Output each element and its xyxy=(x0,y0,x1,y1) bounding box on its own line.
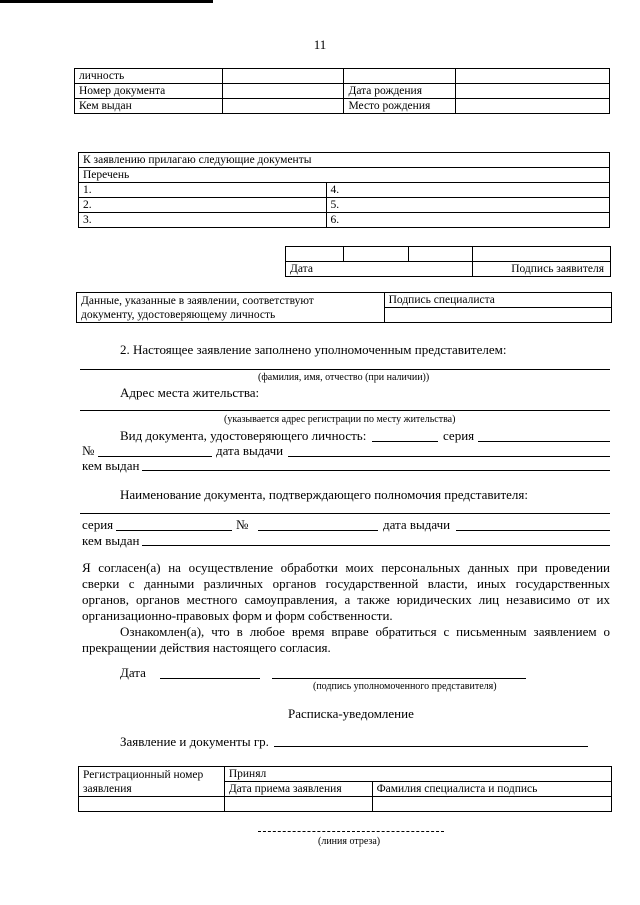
birth-date-label-cell xyxy=(344,84,456,99)
document-item-cell[interactable] xyxy=(79,198,327,213)
documents-list-label-cell xyxy=(79,168,610,183)
date-signature-top-row xyxy=(286,247,611,262)
accept-date-label: Дата приема заявления xyxy=(228,783,342,795)
consent-date-label: Дата xyxy=(120,665,146,680)
reg-number-value-cell[interactable] xyxy=(79,797,225,812)
date-part-cell[interactable] xyxy=(343,247,409,262)
series2-field[interactable] xyxy=(116,530,232,531)
series-label: серия xyxy=(443,428,475,443)
document-item-cell[interactable] xyxy=(326,183,609,198)
representative-signature-hint: (подпись уполномоченного представителя) xyxy=(313,681,497,692)
authority-document-label: Наименование документа, подтверждающего полномочия представителя: xyxy=(120,487,528,502)
document-item-number: 3. xyxy=(83,214,92,226)
issue-date2-field[interactable] xyxy=(456,530,610,531)
reg-number-header-cell xyxy=(79,767,225,782)
documents-item-row xyxy=(79,183,610,198)
document-item-number: 1. xyxy=(83,184,92,196)
issued-by2-label: кем выдан xyxy=(82,533,140,548)
identity-label-cell xyxy=(75,69,223,84)
receipt-table xyxy=(78,766,612,812)
birth-place-label: Место рождения xyxy=(348,100,431,112)
birth-date-value-cell[interactable] xyxy=(456,84,610,99)
issued-by-label: кем выдан xyxy=(82,458,140,473)
reg-number-label-line2: заявления xyxy=(83,783,132,795)
birth-date-label: Дата рождения xyxy=(348,85,422,97)
address-hint: (указывается адрес регистрации по месту жительства) xyxy=(224,414,456,425)
number2-label: № xyxy=(236,517,249,532)
identity-label: личность xyxy=(79,70,125,82)
doc-number-value-cell[interactable] xyxy=(222,84,344,99)
consent-date-field[interactable] xyxy=(160,678,260,679)
documents-table xyxy=(78,152,610,228)
doc-number-label-cell xyxy=(75,84,223,99)
birth-place-label-cell xyxy=(344,99,456,114)
acknowledgement-line: Ознакомлен(а), что в любое время вправе обратиться с письменным заявлением о xyxy=(120,624,610,639)
specialist-name-value-cell[interactable] xyxy=(372,797,611,812)
address-field[interactable] xyxy=(80,410,610,411)
representative-signature-field[interactable] xyxy=(272,678,526,679)
date-signature-table xyxy=(285,246,611,277)
specialist-table xyxy=(76,292,612,323)
consent-line: Я согласен(а) на осуществление обработки моих персональных данных при проведении xyxy=(82,560,610,575)
identity-row xyxy=(75,69,610,84)
identity-table xyxy=(74,68,610,114)
documents-header-row xyxy=(79,153,610,168)
number-label: № xyxy=(82,443,95,458)
doc-number-row xyxy=(75,84,610,99)
accepted-label: Принял xyxy=(228,768,267,780)
document-item-cell[interactable] xyxy=(326,198,609,213)
issued-by2-field[interactable] xyxy=(142,545,610,546)
identity-extra-value-cell[interactable] xyxy=(456,69,610,84)
series-field[interactable] xyxy=(478,441,610,442)
identity-value-cell[interactable] xyxy=(222,69,344,84)
top-rule xyxy=(0,0,213,3)
document-item-number: 6. xyxy=(330,214,340,226)
consent-line: сверки с данными различных органов государственной власти, иных государственных xyxy=(82,576,610,591)
cut-line-label: (линия отреза) xyxy=(318,836,381,847)
specialist-row xyxy=(77,293,612,308)
accept-date-header-cell xyxy=(224,782,372,797)
issued-by-label: Кем выдан xyxy=(79,100,132,112)
date-part-cell[interactable] xyxy=(409,247,473,262)
cut-line xyxy=(258,831,444,832)
documents-list-row xyxy=(79,168,610,183)
issue-date2-label: дата выдачи xyxy=(383,517,451,532)
receipt-subheader-row xyxy=(79,782,612,797)
document-item-number: 5. xyxy=(330,199,340,211)
issued-by-value-cell[interactable] xyxy=(222,99,344,114)
specialist-name-header-cell xyxy=(372,782,611,797)
consent-line: органов, органов местного самоуправления, а также юридических лиц независимо от их xyxy=(82,592,610,607)
id-document-label: Вид документа, удостоверяющего личность: xyxy=(120,428,367,443)
issued-by-field[interactable] xyxy=(142,470,610,471)
issue-date-field[interactable] xyxy=(288,456,610,457)
issue-date-label: дата выдачи xyxy=(216,443,284,458)
section2-title: 2. Настоящее заявление заполнено уполномоченным представителем: xyxy=(120,342,507,357)
number-field[interactable] xyxy=(98,456,212,457)
documents-item-row xyxy=(79,213,610,228)
representative-name-hint: (фамилия, имя, отчество (при наличии)) xyxy=(258,372,430,383)
receipt-citizen-field[interactable] xyxy=(274,746,588,747)
documents-header-cell xyxy=(79,153,610,168)
receipt-docs-label: Заявление и документы гр. xyxy=(120,734,269,749)
applicant-signature-label: Подпись заявителя xyxy=(511,263,604,275)
document-item-number: 2. xyxy=(83,199,92,211)
date-label-cell xyxy=(286,262,473,277)
applicant-signature-cell[interactable] xyxy=(473,247,611,262)
series2-label: серия xyxy=(82,517,114,532)
specialist-signature-label-cell xyxy=(384,293,611,308)
receipt-header-row xyxy=(79,767,612,782)
document-item-cell[interactable] xyxy=(326,213,609,228)
receipt-title: Расписка-уведомление xyxy=(288,706,414,721)
verification-text-cell xyxy=(77,293,385,308)
document-item-cell[interactable] xyxy=(79,183,327,198)
document-item-number: 4. xyxy=(330,184,340,196)
verification-text-cell xyxy=(77,308,385,323)
number2-field[interactable] xyxy=(258,530,378,531)
id-document-field[interactable] xyxy=(372,441,438,442)
acknowledgement-line: прекращении действия настоящего согласия. xyxy=(82,640,331,655)
verification-text-line1: Данные, указанные в заявлении, соответствуют xyxy=(81,294,314,307)
accepted-header-cell xyxy=(224,767,611,782)
reg-number-header-cell xyxy=(79,782,225,797)
specialist-name-label: Фамилия специалиста и подпись xyxy=(376,783,538,795)
specialist-signature-label: Подпись специалиста xyxy=(388,294,495,306)
date-part-cell[interactable] xyxy=(286,247,344,262)
doc-number-label: Номер документа xyxy=(79,85,166,97)
specialist-row xyxy=(77,308,612,323)
documents-list-label: Перечень xyxy=(83,169,130,181)
date-signature-label-row xyxy=(286,262,611,277)
receipt-value-row xyxy=(79,797,612,812)
issued-by-label-cell xyxy=(75,99,223,114)
documents-item-row xyxy=(79,198,610,213)
specialist-signature-cell[interactable] xyxy=(384,308,611,323)
address-label: Адрес места жительства: xyxy=(120,385,260,400)
identity-extra-cell[interactable] xyxy=(344,69,456,84)
applicant-signature-label-cell xyxy=(473,262,611,277)
document-item-cell[interactable] xyxy=(79,213,327,228)
accept-date-value-cell[interactable] xyxy=(224,797,372,812)
documents-header: К заявлению прилагаю следующие документы xyxy=(83,154,312,166)
issued-by-row xyxy=(75,99,610,114)
consent-line: организационно-правовых форм и форм собственности. xyxy=(82,608,393,623)
authority-document-field[interactable] xyxy=(80,513,610,514)
verification-text-line2: документу, удостоверяющему личность xyxy=(81,309,276,321)
date-label: Дата xyxy=(290,263,313,275)
reg-number-label: Регистрационный номер xyxy=(83,768,204,781)
representative-name-field[interactable] xyxy=(80,369,610,370)
page-number: 11 xyxy=(313,37,327,52)
birth-place-value-cell[interactable] xyxy=(456,99,610,114)
